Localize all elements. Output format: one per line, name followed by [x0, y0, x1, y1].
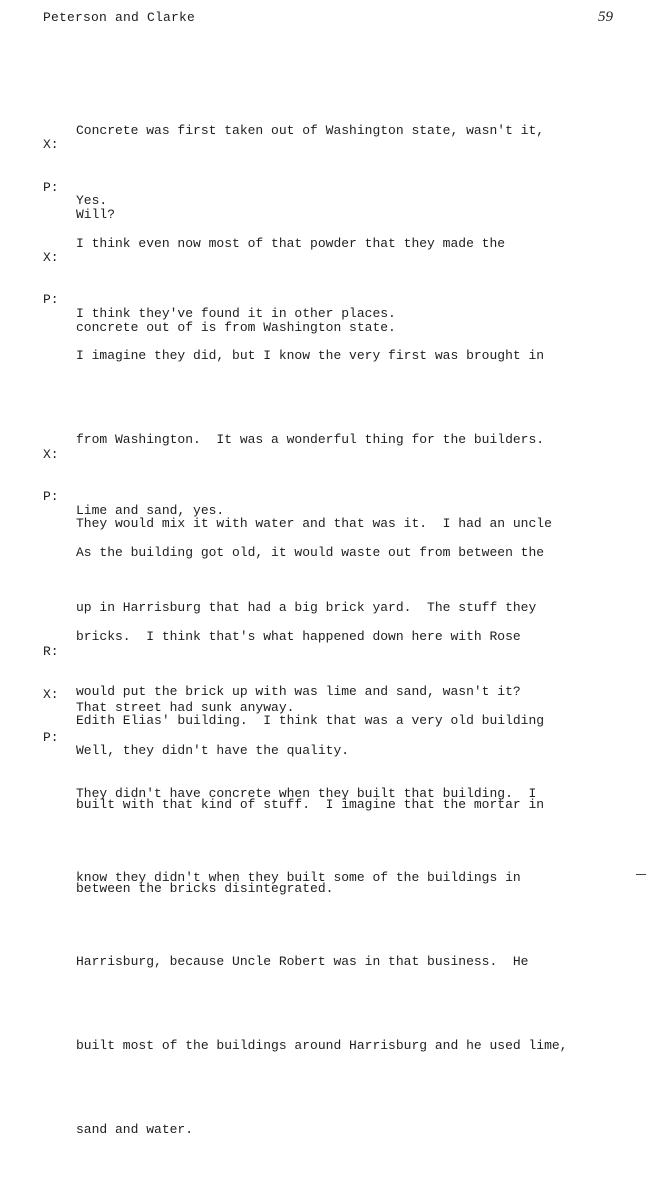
- dialogue-line: know they didn't when they built some of the buildings in: [76, 870, 521, 885]
- speaker-label: P:: [43, 489, 59, 504]
- speaker-label: X:: [43, 447, 59, 462]
- dialogue-line: Yes.: [76, 193, 108, 208]
- dialogue-line: Will?: [76, 207, 116, 222]
- dialogue-line: Concrete was first taken out of Washington state, wasn't it,: [76, 123, 545, 138]
- dialogue-line: Well, they didn't have the quality.: [76, 743, 350, 758]
- margin-mark: [636, 874, 646, 875]
- speaker-label: P:: [43, 730, 59, 745]
- dialogue-line: built most of the buildings around Harrisburg and he used lime,: [76, 1038, 568, 1053]
- dialogue-line: between the bricks disintegrated.: [76, 881, 334, 896]
- dialogue-line: concrete out of is from Washington state.: [76, 320, 396, 335]
- dialogue-line: up in Harrisburg that had a big brick yard. The stuff they: [76, 600, 537, 615]
- dialogue-line: Harrisburg, because Uncle Robert was in that business. He: [76, 954, 529, 969]
- page-number: 59: [598, 9, 613, 25]
- dialogue-line: Edith Elias' building. I think that was a very old building: [76, 713, 545, 728]
- dialogue-line: That street had sunk anyway.: [76, 700, 295, 715]
- dialogue-line: They didn't have concrete when they built that building. I: [76, 786, 537, 801]
- speaker-label: R:: [43, 644, 59, 659]
- speaker-label: X:: [43, 137, 59, 152]
- dialogue-line: Lime and sand, yes.: [76, 503, 225, 518]
- dialogue-text: [76, 724, 623, 1200]
- dialogue-line: They would mix it with water and that was it. I had an uncle: [76, 516, 552, 531]
- dialogue-line: sand and water.: [76, 1122, 194, 1137]
- dialogue-line: would put the brick up with was lime and sand, wasn't it?: [76, 684, 521, 699]
- header-title: Peterson and Clarke: [43, 10, 196, 25]
- dialogue-line: I think they've found it in other places.: [76, 306, 396, 321]
- dialogue-line: I think even now most of that powder that they made the: [76, 236, 506, 251]
- dialogue-line: built with that kind of stuff. I imagine that the mortar in: [76, 797, 545, 812]
- dialogue-entry: [43, 724, 623, 1200]
- speaker-label: X:: [43, 687, 59, 702]
- speaker-label: P:: [43, 180, 59, 195]
- speaker-label: X:: [43, 250, 59, 265]
- dialogue-line: As the building got old, it would waste out from between the: [76, 545, 545, 560]
- dialogue-line: I imagine they did, but I know the very first was brought in: [76, 348, 545, 363]
- dialogue-line: bricks. I think that's what happened down here with Rose: [76, 629, 521, 644]
- speaker-label: P:: [43, 292, 59, 307]
- dialogue-line: from Washington. It was a wonderful thing for the builders.: [76, 432, 545, 447]
